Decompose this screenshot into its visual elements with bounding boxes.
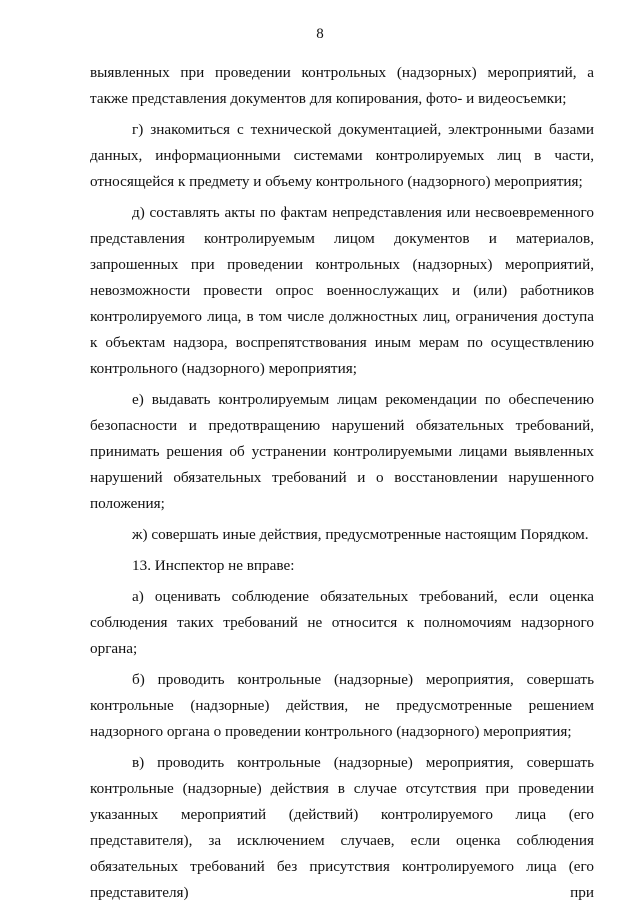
- page-number: 8: [316, 26, 324, 42]
- paragraph-item-d: д) составлять акты по фактам непредставления или несвоевременного представления контролируемым лицом документов и материалов, запрошенных при проведении контрольных (надзорных) мероприятий, невозможности провести опрос военнослужащих и (или) работников контролируемого лица, в том числе должностных лиц, ограничения доступа к объектам надзора, воспрепятствования иным мерам по осуществлению контрольного (надзорного) мероприятия;: [90, 204, 594, 377]
- paragraph-item-a: а) оценивать соблюдение обязательных требований, если оценка соблюдения таких требований не относится к полномочиям надзорного органа;: [90, 588, 594, 657]
- paragraph-item-v: в) проводить контрольные (надзорные) мероприятия, совершать контрольные (надзорные) действия в случае отсутствия при проведении указанных мероприятий (действий) контролируемого лица (его представителя), за исключением случаев, если оценка соблюдения обязательных требований без присутствия контролируемого лица (его представителя) при: [90, 754, 594, 901]
- paragraph-continuation: выявленных при проведении контрольных (надзорных) мероприятий, а также представления документов для копирования, фото- и видеосъемки;: [90, 64, 594, 107]
- paragraph-item-e: е) выдавать контролируемым лицам рекомендации по обеспечению безопасности и предотвращению нарушений обязательных требований, принимать решения об устранении контролируемыми лицами выявленных нарушений обязательных требований и о восстановлении нарушенного положения;: [90, 391, 594, 512]
- section-13-heading: 13. Инспектор не вправе:: [132, 557, 295, 574]
- document-body: [90, 60, 594, 911]
- paragraph-item-b: б) проводить контрольные (надзорные) мероприятия, совершать контрольные (надзорные) действия, не предусмотренные решением надзорного органа о проведении контрольного (надзорного) мероприятия;: [90, 671, 594, 740]
- paragraph-item-g: г) знакомиться с технической документацией, электронными базами данных, информационными системами контролируемых лиц в части, относящейся к предмету и объему контрольного (надзорного) мероприятия;: [90, 121, 594, 190]
- paragraph-item-zh: ж) совершать иные действия, предусмотренные настоящим Порядком.: [132, 526, 589, 543]
